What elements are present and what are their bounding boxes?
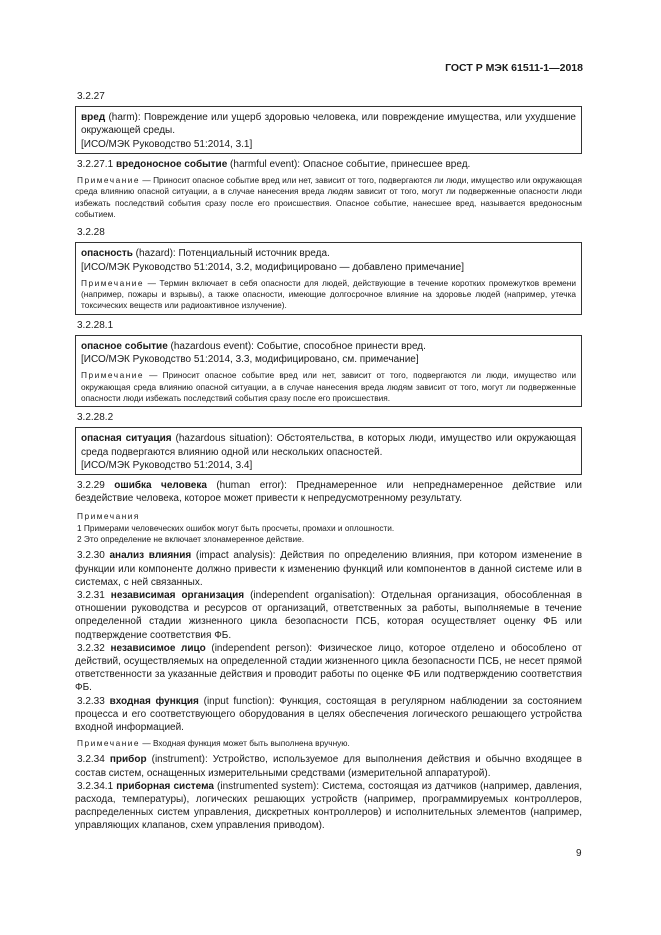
note-label: Примечание [81, 370, 145, 381]
definition-box [75, 106, 582, 154]
term-definition: (hazard): Потенциальный источник вреда. [132, 248, 330, 260]
definition-box [75, 427, 582, 475]
source-reference: [ИСО/МЭК Руководство 51:2014, 3.1] [81, 138, 253, 150]
clause-number: 3.2.28.1 [77, 319, 114, 331]
definition [81, 111, 576, 137]
definition [81, 247, 576, 260]
notes-label: Примечания [77, 511, 140, 522]
source-reference: [ИСО/МЭК Руководство 51:2014, 3.4] [81, 459, 253, 471]
term: входная функция [109, 695, 199, 707]
note-text: — Входная функция может быть выполнена вручную. [140, 738, 350, 749]
clause-number: 3.2.34.1 [77, 780, 114, 792]
definition [75, 479, 582, 505]
note: 2 Это определение не включает злонамеренное действие. [77, 534, 305, 545]
term: вред [81, 112, 106, 124]
term: независимая организация [110, 589, 245, 601]
clause-number: 3.2.31 [77, 589, 105, 601]
clause-number: 3.2.34 [77, 754, 105, 766]
term-definition: (harm): Повреждение или ущерб здоровью человека, или повреждение имущества, или ухудшение окружающей среды. [81, 112, 576, 137]
definition [75, 695, 582, 735]
document-body [75, 90, 582, 833]
definition [75, 589, 582, 642]
term-definition: (harmful event): Опасное событие, принесшее вред. [227, 158, 471, 170]
clause-number: 3.2.33 [77, 695, 105, 707]
note-label: Примечание [81, 277, 145, 288]
definition-box [75, 335, 582, 407]
note-text: — Приносит опасное событие вред или нет, зависит от того, подвергаются ли люди, имущество или окружающая среда влиянию опасной ситуации, а в случае нанесения вреда людям зависит от того, могут ли подверженные опасности люди избежать последствий события сразу после его происшествия. [81, 370, 576, 403]
definition [75, 753, 582, 779]
document-code: ГОСТ Р МЭК 61511-1—2018 [445, 62, 583, 74]
term: независимое лицо [110, 642, 206, 654]
term: ошибка человека [114, 480, 207, 492]
term-definition: (instrumented system): Система, состоящая из датчиков (например, давления, расхода, температуры), логических решающих устройств (например, программируемых контроллеров, распределенных систем управления, дискретных контроллеров) и исполнительных элементов (например, управляющих клапанов, схем управления приводом). [75, 780, 582, 832]
term-definition: (impact analysis): Действия по определению влияния, при котором изменение в функции или компоненте должно привести к изменению функций или компонентов в данной системе или в системах, с ней связанных. [75, 550, 583, 588]
clause-number: 3.2.27 [77, 91, 105, 102]
note [81, 370, 576, 404]
note-label: Примечание [77, 738, 141, 749]
term: прибор [109, 754, 147, 766]
definition [75, 780, 582, 833]
note-text: — Термин включает в себя опасности для людей, действующие в течение коротких промежутков времени (например, пожары и взрывы), а также опасности, имеющие долгосрочное влияние на здоровье людей (например, утечка токсических веществ или радиоактивное излучение). [81, 277, 576, 311]
term-definition: (human error): Преднамеренное или непреднамеренное действие или бездействие человека, которое может привести к непредусмотренному результату. [75, 480, 582, 505]
term-definition: (instrument): Устройство, используемое для выполнения действия и обычно входящее в состав систем, оснащенных измерительными средствами (измерительной аппаратурой). [75, 754, 582, 779]
note [75, 175, 582, 220]
clause-number: 3.2.29 [77, 480, 105, 492]
term: анализ влияния [109, 550, 192, 562]
page-number: 9 [576, 848, 582, 859]
definition [75, 549, 582, 589]
source-reference: [ИСО/МЭК Руководство 51:2014, 3.3, модифицировано, см. примечание] [81, 354, 419, 366]
term: опасная ситуация [81, 433, 172, 445]
term-definition: (input function): Функция, состоящая в регулярном наблюдении за состоянием процесса и его соответствующего оборудования в целях обеспечения логического решающего устройства входной информацией. [75, 695, 582, 733]
definition [75, 158, 582, 171]
definition-box [75, 242, 582, 314]
source-reference: [ИСО/МЭК Руководство 51:2014, 3.2, модифицировано — добавлено примечание] [81, 261, 464, 273]
note: 1 Примерами человеческих ошибок могут быть просчеты, промахи и оплошности. [77, 522, 395, 533]
term: опасное событие [81, 340, 168, 352]
term: опасность [81, 248, 133, 260]
clause-number: 3.2.28.2 [77, 412, 114, 424]
term: вредоносное событие [115, 158, 228, 170]
term-definition: (independent organisation): Отдельная организация, обособленная в отношении руководства и ресурсов от организаций, ответственных за работы, выполняемые в течение определенной стадии жизненного цикла безопасности ПСБ, которая осуществляет оценку ФБ или подтверждение соответствия ФБ. [75, 589, 583, 641]
clause-number: 3.2.27.1 [77, 158, 114, 170]
definition [81, 432, 576, 458]
definition [75, 642, 582, 695]
clause-number: 3.2.28 [77, 227, 105, 239]
clause-number: 3.2.32 [77, 642, 105, 654]
term-definition: (hazardous event): Событие, способное принести вред. [167, 340, 426, 352]
term-definition: (independent person): Физическое лицо, которое отделено и обособлено от действий, осуществляемых на определенной стадии жизненного цикла безопасности ПСБ, не несет прямой ответственности за указанные действия и проводит работы по оценке ФБ или подтверждению соответствия ФБ. [75, 642, 582, 694]
note-text: — Приносит опасное событие вред или нет, зависит от того, подвергаются ли люди, имущество или окружающая среда влиянию опасной ситуации, а в случае нанесения вреда людям зависит от того, могут ли подверженные опасности люди избежать последствий события сразу после его происшествия. Опасное событие, нанесшее вред, называется вредоносным событием. [75, 175, 582, 219]
note [75, 738, 582, 749]
note [81, 278, 576, 312]
definition [81, 340, 576, 353]
term-definition: (hazardous situation): Обстоятельства, в которых люди, имущество или окружающая среда подвергаются влиянию одной или нескольких опасностей. [81, 433, 577, 458]
notes-heading [75, 511, 582, 522]
term: приборная система [116, 780, 214, 792]
clause-number: 3.2.30 [77, 550, 105, 562]
note-label: Примечание [77, 175, 141, 186]
